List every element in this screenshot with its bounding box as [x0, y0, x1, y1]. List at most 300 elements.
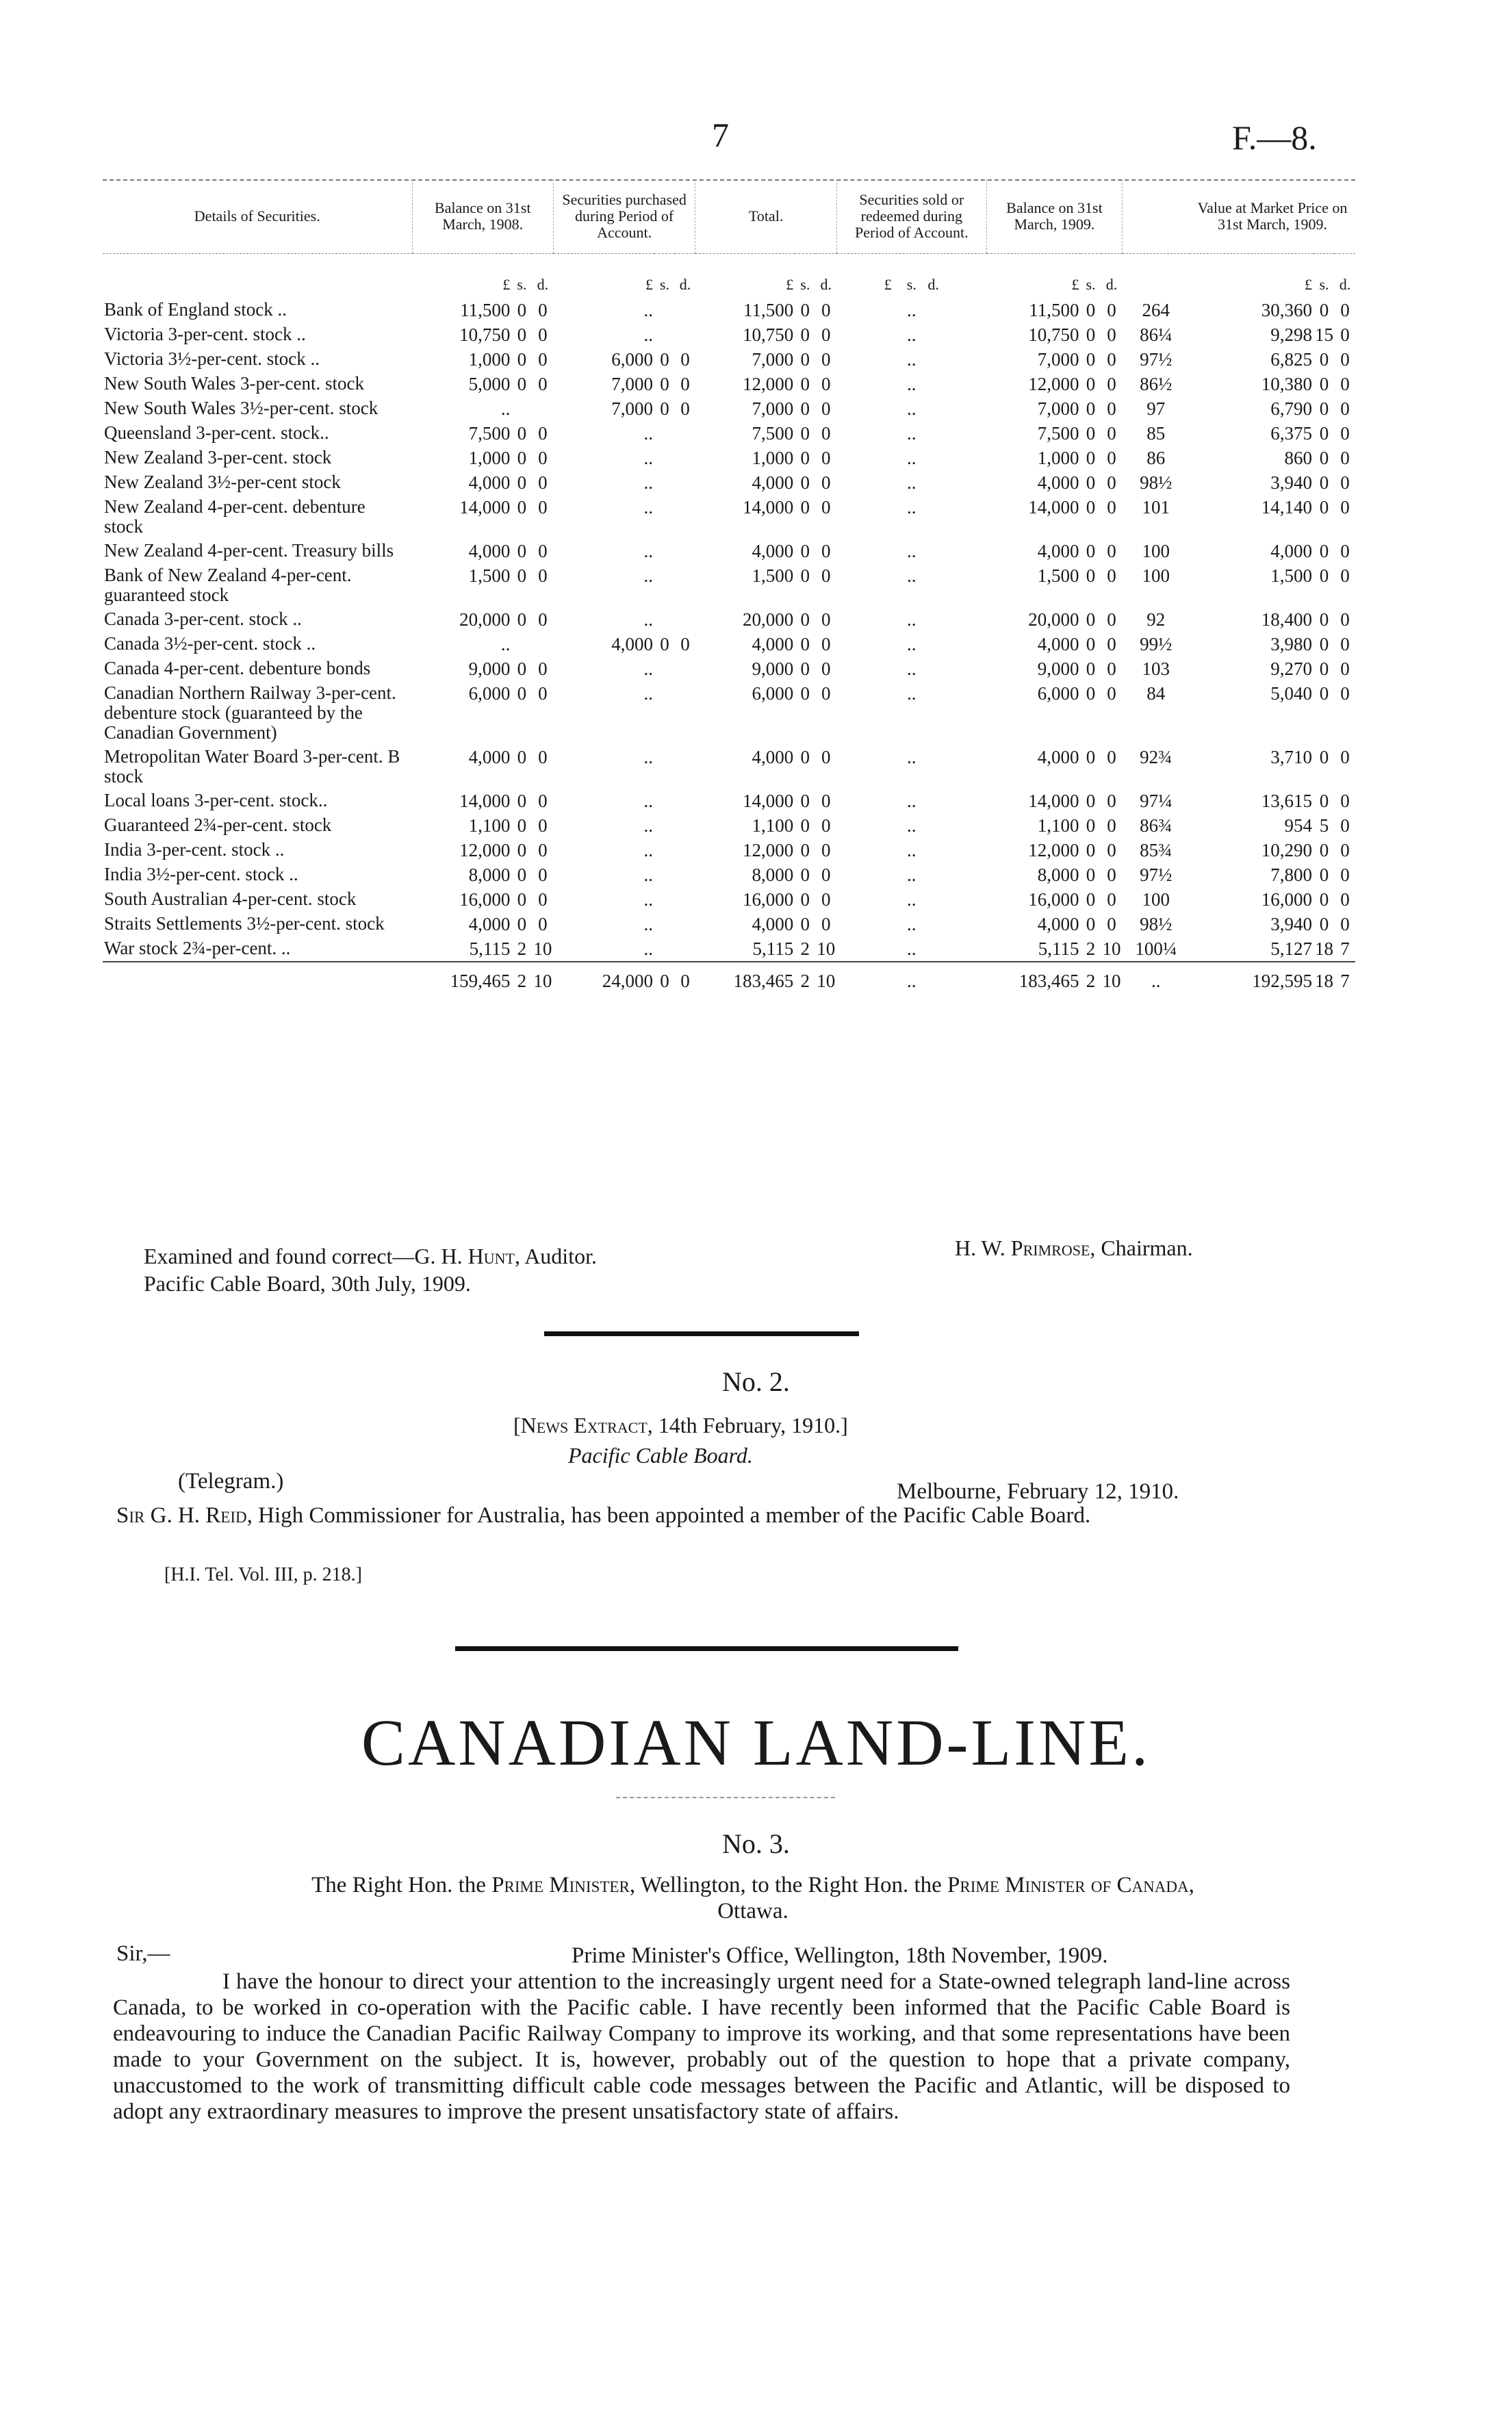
security-name: India 3-per-cent. stock .. [104, 839, 285, 860]
total-pence: 0 [821, 448, 831, 468]
balance-1908-shillings: 0 [517, 497, 527, 517]
total-shillings: 0 [800, 914, 810, 934]
market-price: 97½ [1140, 349, 1173, 370]
purchased-shillings [654, 539, 675, 563]
purchased-shillings [654, 470, 675, 495]
balance-1909-shillings: 0 [1086, 609, 1096, 630]
market-value-shillings: 0 [1319, 865, 1329, 885]
balance-1909-shillings: 2 [1086, 938, 1096, 959]
balance-1908-pence: 0 [538, 683, 548, 704]
balance-1909-pence: 0 [1107, 840, 1116, 860]
balance-1909-pounds: 12,000 [1028, 374, 1079, 394]
balance-1909-pence: 0 [1107, 683, 1116, 704]
redeemed: .. [836, 962, 986, 993]
balance-1909-shillings: 0 [1086, 423, 1096, 444]
market-value-shillings: 0 [1319, 914, 1329, 934]
col-redeemed: Securities sold or redeemed during Period of Account. [836, 179, 986, 254]
market-value-shillings: 0 [1319, 565, 1329, 586]
total-shillings: 0 [800, 634, 810, 654]
market-value-pounds: 3,940 [1270, 914, 1312, 934]
col-market-value: Value at Market Price on 31st March, 1909. [1190, 179, 1355, 254]
purchased-pence: 0 [680, 349, 690, 370]
market-price: 92¾ [1140, 747, 1173, 767]
balance-1909-pence: 0 [1107, 472, 1116, 493]
purchased-shillings [654, 862, 675, 887]
balance-1908-pence: 0 [538, 914, 548, 934]
balance-1909-pounds: 183,465 [986, 962, 1080, 993]
total-pence: 0 [821, 683, 831, 704]
market-value-pounds: 954 [1284, 815, 1312, 836]
market-price: 98½ [1140, 914, 1173, 934]
col-details: Details of Securities. [103, 179, 412, 254]
purchased-pence [675, 838, 695, 862]
purchased-pounds: .. [643, 658, 653, 679]
purchased-shillings [654, 495, 675, 539]
market-price: 85¾ [1140, 840, 1173, 860]
redeemed: .. [907, 914, 917, 934]
redeemed: .. [907, 300, 917, 320]
table-row [103, 372, 1355, 396]
security-name: New Zealand 3½-per-cent stock [104, 472, 341, 492]
purchased-pence [675, 470, 695, 495]
market-value-pence: 0 [1340, 497, 1350, 517]
table-row [103, 446, 1355, 470]
purchased-shillings: 0 [660, 398, 669, 419]
market-value-shillings: 0 [1319, 609, 1329, 630]
security-name: Canadian Northern Railway 3-per-cent. debenture stock (guaranteed by the Canadian Government) [104, 682, 396, 743]
balance-1909-pounds: 14,000 [1028, 497, 1079, 517]
balance-1908-shillings: 0 [517, 349, 527, 370]
market-value-shillings: 0 [1319, 398, 1329, 419]
market-value-pence: 0 [1340, 374, 1350, 394]
total-pounds: 14,000 [743, 497, 794, 517]
total-shillings: 0 [800, 747, 810, 767]
balance-1908-pounds: 8,000 [468, 865, 511, 885]
market-price: .. [1123, 962, 1190, 993]
purchased-pence: 0 [675, 962, 695, 993]
total-pounds: 4,000 [752, 747, 794, 767]
market-price: 86 [1146, 448, 1166, 468]
security-name: Guaranteed 2¾-per-cent. stock [104, 815, 332, 835]
total-pounds: 7,000 [752, 349, 794, 370]
market-value-pence: 0 [1340, 423, 1350, 444]
balance-1909-shillings: 0 [1086, 634, 1096, 654]
total-shillings: 0 [800, 374, 810, 394]
market-value-shillings: 0 [1319, 747, 1329, 767]
balance-1909-pounds: 6,000 [1037, 683, 1079, 704]
total-pounds: 4,000 [752, 472, 794, 493]
letter-salutation: Sir,— [116, 1941, 170, 1966]
total-pence: 0 [821, 541, 831, 561]
market-value-pence: 0 [1340, 398, 1350, 419]
total-shillings: 0 [800, 840, 810, 860]
balance-1908-shillings: 0 [517, 815, 527, 836]
market-value-shillings: 0 [1319, 472, 1329, 493]
balance-1908-pounds: 5,000 [468, 374, 511, 394]
balance-1909-pence: 0 [1107, 914, 1116, 934]
balance-1908-pounds: 159,465 [412, 962, 511, 993]
purchased-pence [675, 298, 695, 322]
redeemed: .. [907, 609, 917, 630]
document-reference: F.—8. [1232, 118, 1317, 157]
table-row [103, 789, 1355, 813]
balance-1909-pounds: 10,750 [1028, 324, 1079, 345]
balance-1908-pence: 0 [538, 324, 548, 345]
balance-1909-pounds: 7,500 [1037, 423, 1079, 444]
balance-1909-pence: 10 [1101, 962, 1123, 993]
balance-1908-pounds: .. [500, 634, 511, 654]
total-pence: 0 [821, 565, 831, 586]
total-pounds: 1,000 [752, 448, 794, 468]
market-value-shillings: 0 [1319, 349, 1329, 370]
total-shillings: 0 [800, 658, 810, 679]
balance-1908-pence: 10 [532, 962, 553, 993]
total-pounds: 8,000 [752, 865, 794, 885]
balance-1909-pounds: 1,100 [1037, 815, 1079, 836]
purchased-pounds: 24,000 [553, 962, 654, 993]
telegram-place-date: Melbourne, February 12, 1910. [897, 1479, 1179, 1504]
purchased-shillings [654, 681, 675, 745]
redeemed: .. [907, 634, 917, 654]
market-value-shillings: 0 [1319, 300, 1329, 320]
market-value-shillings: 0 [1319, 448, 1329, 468]
securities-table [103, 179, 1355, 993]
total-pence: 10 [817, 938, 836, 959]
market-value-pence: 0 [1340, 865, 1350, 885]
total-pence: 0 [821, 374, 831, 394]
total-pounds: 11,500 [743, 300, 794, 320]
purchased-shillings: 0 [660, 634, 669, 654]
market-value-shillings: 5 [1319, 815, 1329, 836]
table-row [103, 347, 1355, 372]
section-divider-1 [544, 1331, 859, 1336]
purchased-shillings [654, 745, 675, 789]
units-row: £ s. d. £ s. d. £ s. d. £ s. d. £ s. d. £ s. d. [502, 276, 1351, 293]
purchased-pence [675, 421, 695, 446]
balance-1909-pence: 0 [1107, 300, 1116, 320]
table-row [103, 838, 1355, 862]
table-header-row [103, 179, 1355, 254]
purchased-pence: 0 [680, 398, 690, 419]
table-row [103, 681, 1355, 745]
total-pence: 0 [821, 349, 831, 370]
purchased-pounds: .. [643, 609, 653, 630]
market-value-shillings: 0 [1319, 683, 1329, 704]
redeemed: .. [907, 683, 917, 704]
balance-1909-pounds: 1,500 [1037, 565, 1079, 586]
purchased-pence [675, 813, 695, 838]
market-value-pence: 0 [1340, 448, 1350, 468]
market-value-pence: 0 [1340, 747, 1350, 767]
balance-1909-pounds: 12,000 [1028, 840, 1079, 860]
market-value-pence: 0 [1340, 634, 1350, 654]
balance-1908-pence [532, 396, 553, 421]
market-value-pounds: 18,400 [1261, 609, 1312, 630]
purchased-pounds: 6,000 [611, 349, 653, 370]
telegram-label: (Telegram.) [178, 1469, 284, 1494]
market-value-pounds: 14,140 [1261, 497, 1312, 517]
market-value-pounds: 3,940 [1270, 472, 1312, 493]
balance-1908-shillings: 0 [517, 565, 527, 586]
security-name: Canada 3½-per-cent. stock .. [104, 633, 316, 654]
purchased-pence [675, 563, 695, 607]
title-underline [616, 1797, 835, 1798]
security-name: Bank of England stock .. [104, 299, 287, 320]
purchased-pounds: .. [643, 565, 653, 586]
market-price: 99½ [1140, 634, 1173, 654]
market-value-pounds: 1,500 [1270, 565, 1312, 586]
table-row [103, 322, 1355, 347]
balance-1908-pounds: 9,000 [468, 658, 511, 679]
balance-1909-shillings: 0 [1086, 349, 1096, 370]
market-value-pence: 0 [1340, 683, 1350, 704]
balance-1909-pence: 0 [1107, 398, 1116, 419]
redeemed: .. [907, 541, 917, 561]
market-value-pence: 0 [1340, 658, 1350, 679]
security-name: New Zealand 3-per-cent. stock [104, 447, 332, 468]
purchased-shillings [654, 789, 675, 813]
balance-1909-pence: 0 [1107, 747, 1116, 767]
total-shillings: 0 [800, 349, 810, 370]
total-pounds: 14,000 [743, 791, 794, 811]
total-pence: 10 [815, 962, 836, 993]
section-divider-2 [455, 1646, 958, 1651]
balance-1908-pounds: 10,750 [459, 324, 511, 345]
balance-1908-shillings: 2 [517, 938, 527, 959]
balance-1908-pence: 0 [538, 374, 548, 394]
balance-1908-pence: 0 [538, 865, 548, 885]
news-extract-subtitle: Pacific Cable Board. [568, 1443, 753, 1468]
total-pence: 0 [821, 423, 831, 444]
market-price: 86¼ [1140, 324, 1173, 345]
balance-1908-pounds: 4,000 [468, 747, 511, 767]
balance-1908-pounds: 1,500 [468, 565, 511, 586]
purchased-pence [675, 322, 695, 347]
purchased-pence: 0 [680, 374, 690, 394]
purchased-pounds: .. [643, 472, 653, 493]
balance-1908-shillings [511, 396, 532, 421]
purchased-shillings: 0 [660, 374, 669, 394]
market-price: 264 [1142, 300, 1170, 320]
balance-1909-pounds: 16,000 [1028, 889, 1079, 910]
market-value-pounds: 860 [1284, 448, 1312, 468]
market-value-pounds: 3,980 [1270, 634, 1312, 654]
market-value-pence: 0 [1340, 609, 1350, 630]
total-shillings: 0 [800, 889, 810, 910]
purchased-pounds: .. [643, 423, 653, 444]
balance-1909-shillings: 0 [1086, 889, 1096, 910]
redeemed: .. [907, 865, 917, 885]
balance-1908-pence: 0 [538, 497, 548, 517]
balance-1909-pounds: 7,000 [1037, 398, 1079, 419]
total-shillings: 0 [800, 865, 810, 885]
total-pounds: 7,500 [752, 423, 794, 444]
balance-1908-pence: 0 [538, 300, 548, 320]
total-pounds: 4,000 [752, 541, 794, 561]
market-value-pence: 7 [1340, 938, 1350, 959]
balance-1909-pence: 0 [1107, 324, 1116, 345]
balance-1908-pence: 0 [538, 423, 548, 444]
balance-1908-pounds: 20,000 [459, 609, 511, 630]
redeemed: .. [907, 815, 917, 836]
market-value-pence: 0 [1340, 840, 1350, 860]
balance-1909-pence: 0 [1107, 634, 1116, 654]
col-price [1123, 179, 1190, 254]
col-balance-1908: Balance on 31st March, 1908. [412, 179, 553, 254]
balance-1908-pence: 0 [538, 791, 548, 811]
purchased-pence [675, 539, 695, 563]
market-value-pence: 0 [1340, 472, 1350, 493]
table-row [103, 936, 1355, 962]
balance-1908-pence: 0 [538, 815, 548, 836]
purchased-pounds: .. [643, 865, 653, 885]
purchased-shillings: 0 [660, 349, 669, 370]
market-price: 103 [1142, 658, 1170, 679]
balance-1908-pence: 0 [538, 840, 548, 860]
balance-1909-pence: 0 [1107, 448, 1116, 468]
redeemed: .. [907, 658, 917, 679]
chairman-signature: H. W. Primrose, Chairman. [955, 1236, 1193, 1260]
balance-1909-shillings: 0 [1086, 815, 1096, 836]
balance-1909-pence: 0 [1107, 791, 1116, 811]
total-pence: 0 [821, 889, 831, 910]
purchased-pounds: .. [643, 938, 653, 959]
total-shillings: 0 [800, 300, 810, 320]
total-shillings: 0 [800, 541, 810, 561]
market-value-shillings: 0 [1319, 840, 1329, 860]
balance-1908-shillings: 0 [517, 324, 527, 345]
col-balance-1909: Balance on 31st March, 1909. [986, 179, 1122, 254]
balance-1909-shillings: 0 [1086, 683, 1096, 704]
purchased-shillings [654, 563, 675, 607]
balance-1908-pence: 0 [538, 349, 548, 370]
market-value-pounds: 10,290 [1261, 840, 1312, 860]
balance-1909-pence: 0 [1107, 815, 1116, 836]
total-shillings: 2 [795, 962, 815, 993]
purchased-pounds: .. [643, 815, 653, 836]
balance-1909-shillings: 0 [1086, 747, 1096, 767]
security-name: New South Wales 3½-per-cent. stock [104, 398, 379, 418]
total-shillings: 0 [800, 423, 810, 444]
purchased-pounds: .. [643, 889, 653, 910]
balance-1908-shillings: 0 [517, 914, 527, 934]
redeemed: .. [907, 747, 917, 767]
purchased-pence [675, 912, 695, 936]
balance-1908-pounds: .. [500, 398, 511, 419]
letter-office-date: Prime Minister's Office, Wellington, 18th November, 1909. [572, 1943, 1108, 1968]
table-row [103, 912, 1355, 936]
balance-1908-shillings: 0 [517, 300, 527, 320]
balance-1908-pence: 0 [538, 889, 548, 910]
balance-1909-shillings: 0 [1086, 840, 1096, 860]
purchased-pounds: 7,000 [611, 398, 653, 419]
market-value-pounds: 6,790 [1270, 398, 1312, 419]
market-value-pounds: 30,360 [1261, 300, 1312, 320]
balance-1909-pounds: 7,000 [1037, 349, 1079, 370]
purchased-shillings [654, 912, 675, 936]
total-pence: 0 [821, 747, 831, 767]
balance-1908-pounds: 1,000 [468, 349, 511, 370]
market-price: 100 [1142, 889, 1170, 910]
market-value-shillings: 15 [1315, 324, 1333, 345]
purchased-pence: 0 [680, 634, 690, 654]
total-pounds: 1,500 [752, 565, 794, 586]
purchased-shillings [654, 656, 675, 681]
balance-1909-shillings: 0 [1086, 472, 1096, 493]
purchased-shillings [654, 936, 675, 962]
table-row [103, 656, 1355, 681]
col-total: Total. [695, 179, 836, 254]
purchased-pounds: .. [643, 541, 653, 561]
market-value-pounds: 9,298 [1270, 324, 1312, 345]
balance-1909-pounds: 5,115 [1038, 938, 1079, 959]
market-price: 85 [1146, 423, 1166, 444]
balance-1909-pence: 10 [1102, 938, 1121, 959]
balance-1908-pence: 0 [538, 448, 548, 468]
balance-1908-pounds: 1,000 [468, 448, 511, 468]
redeemed: .. [907, 889, 917, 910]
market-price: 98½ [1140, 472, 1173, 493]
table-row [103, 470, 1355, 495]
balance-1909-shillings: 0 [1086, 541, 1096, 561]
balance-1909-shillings: 0 [1086, 865, 1096, 885]
market-price: 101 [1142, 497, 1170, 517]
balance-1909-shillings: 0 [1086, 497, 1096, 517]
letter-paragraph: I have the honour to direct your attention to the increasingly urgent need for a State-owned telegraph land-line across Canada, to be worked in co-operation with the Pacific cable. I have recently been informed that the Pacific Cable Board is endeavouring to induce the Canadian Pacific Railway Company to improve its working, and that some representations have been made to your Government on the subject. It is, however, probably out of the question to hope that a private company, unaccustomed to the work of transmitting difficult cable code messages between the Pacific and Atlantic, will be disposed to adopt any extraordinary measures to improve the present unsatisfactory state of affairs. [113, 1969, 1290, 2124]
total-pounds: 16,000 [743, 889, 794, 910]
redeemed: .. [907, 840, 917, 860]
total-pence: 0 [821, 815, 831, 836]
market-price: 97¼ [1140, 791, 1173, 811]
purchased-pence [675, 446, 695, 470]
balance-1908-pence: 0 [538, 565, 548, 586]
total-pence: 0 [821, 472, 831, 493]
purchased-shillings [654, 421, 675, 446]
balance-1908-shillings: 0 [517, 683, 527, 704]
balance-1908-pounds: 6,000 [468, 683, 511, 704]
security-name: Victoria 3½-per-cent. stock .. [104, 348, 320, 369]
purchased-pence [675, 936, 695, 962]
security-name: Canada 3-per-cent. stock .. [104, 609, 302, 629]
market-price: 92 [1146, 609, 1166, 630]
balance-1909-shillings: 0 [1086, 448, 1096, 468]
purchased-pence [675, 495, 695, 539]
balance-1909-pence: 0 [1107, 889, 1116, 910]
col-purchased: Securities purchased during Period of Account. [553, 179, 695, 254]
total-pence: 0 [821, 914, 831, 934]
total-shillings: 0 [800, 472, 810, 493]
balance-1909-shillings: 0 [1086, 300, 1096, 320]
purchased-shillings [654, 322, 675, 347]
purchased-shillings [654, 887, 675, 912]
market-value-pence: 0 [1340, 815, 1350, 836]
total-pence: 0 [821, 865, 831, 885]
total-pounds: 1,100 [752, 815, 794, 836]
balance-1908-shillings: 0 [517, 658, 527, 679]
balance-1908-pounds: 14,000 [459, 791, 511, 811]
market-price: 86¾ [1140, 815, 1173, 836]
market-price: 97 [1146, 398, 1166, 419]
security-name: New Zealand 4-per-cent. Treasury bills [104, 540, 394, 561]
table-row [103, 862, 1355, 887]
market-value-pounds: 6,825 [1270, 349, 1312, 370]
total-pounds: 12,000 [743, 840, 794, 860]
purchased-pounds: .. [643, 497, 653, 517]
purchased-pounds: .. [643, 914, 653, 934]
balance-1909-shillings: 0 [1086, 565, 1096, 586]
redeemed: .. [907, 791, 917, 811]
security-name: New South Wales 3-per-cent. stock [104, 373, 364, 394]
